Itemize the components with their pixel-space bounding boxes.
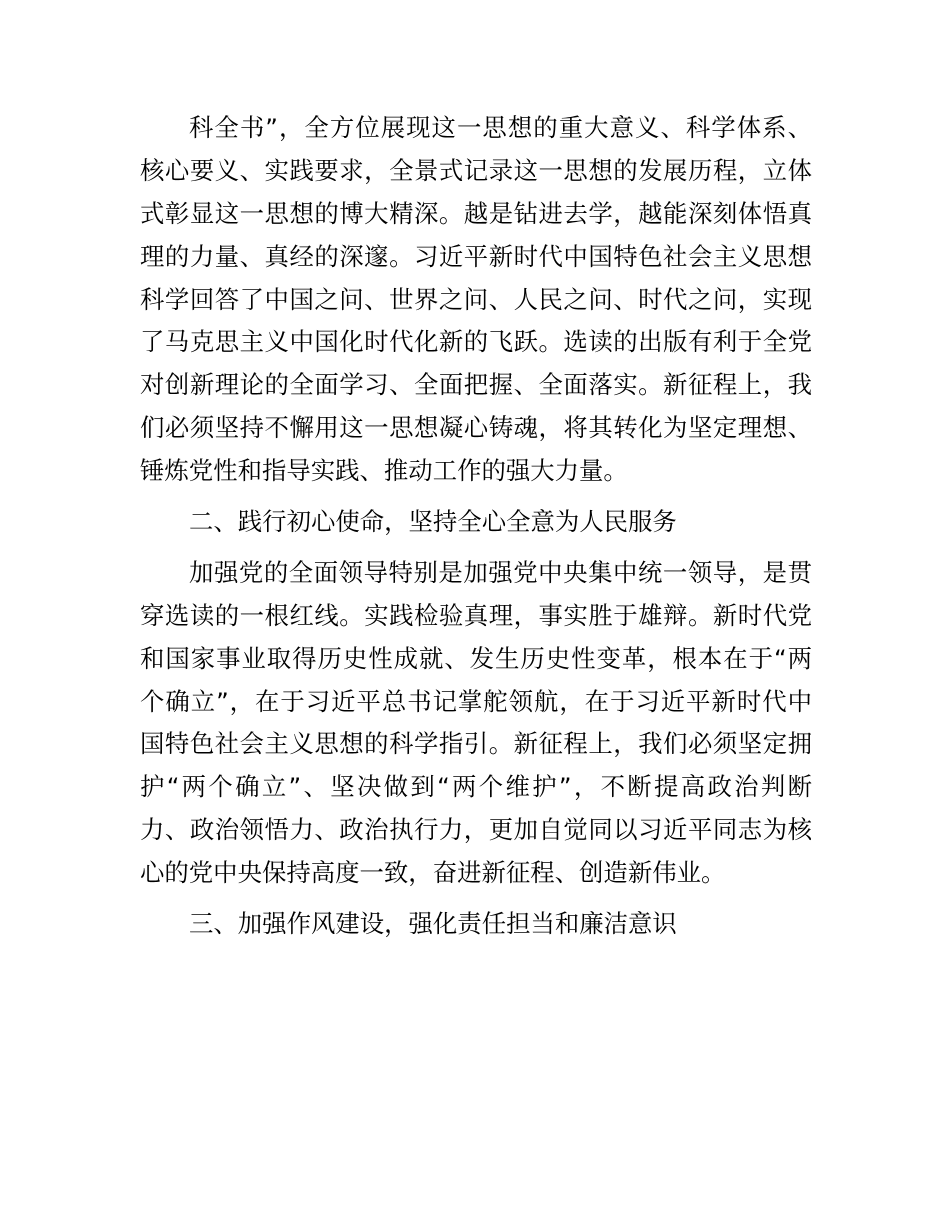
text-line: 个确立”，在于习近平总书记掌舵领航，在于习近平新时代中 [140, 686, 812, 716]
paragraph-spacing [140, 493, 812, 501]
text-line: 了马克思主义中国化时代化新的飞跃。选读的出版有利于全党 [140, 327, 812, 357]
text-line: 理的力量、真经的深邃。习近平新时代中国特色社会主义思想 [140, 241, 812, 271]
text-line: 式彰显这一思想的博大精深。越是钻进去学，越能深刻体悟真 [140, 198, 812, 228]
text-line: 和国家事业取得历史性成就、发生历史性变革，根本在于“两 [140, 643, 812, 673]
heading-text: 二、践行初心使命，坚持全心全意为人民服务 [189, 507, 677, 537]
text-line: 科学回答了中国之问、世界之问、人民之问、时代之问，实现 [140, 284, 812, 314]
document-page [140, 107, 812, 946]
text-line: 核心要义、实践要求，全景式记录这一思想的发展历程，立体 [140, 155, 812, 185]
text-line: 对创新理论的全面学习、全面把握、全面落实。新征程上，我 [140, 370, 812, 400]
text-line: 加强党的全面领导特别是加强党中央集中统一领导，是贯 [189, 557, 812, 587]
paragraph-spacing [140, 544, 812, 552]
text-line: 穿选读的一根红线。实践检验真理，事实胜于雄辩。新时代党 [140, 600, 812, 630]
text-line: 锤炼党性和指导实践、推动工作的强大力量。 [140, 456, 628, 486]
text-line: 科全书”，全方位展现这一思想的重大意义、科学体系、 [189, 113, 812, 142]
text-line: 护“两个确立”、坚决做到“两个维护”，不断提高政治判断 [140, 772, 812, 802]
text-line: 们必须坚持不懈用这一思想凝心铸魂，将其转化为坚定理想、 [140, 413, 812, 443]
heading-text: 三、加强作风建设，强化责任担当和廉洁意识 [189, 909, 677, 939]
paragraph-spacing [140, 895, 812, 903]
section-heading-2 [140, 501, 812, 544]
section-heading-3 [140, 903, 812, 946]
text-line: 心的党中央保持高度一致，奋进新征程、创造新伟业。 [140, 858, 726, 888]
text-line: 国特色社会主义思想的科学指引。新征程上，我们必须坚定拥 [140, 729, 812, 759]
text-line: 力、政治领悟力、政治执行力，更加自觉同以习近平同志为核 [140, 815, 812, 845]
paragraph-continuation [140, 107, 812, 493]
paragraph-body [140, 552, 812, 895]
